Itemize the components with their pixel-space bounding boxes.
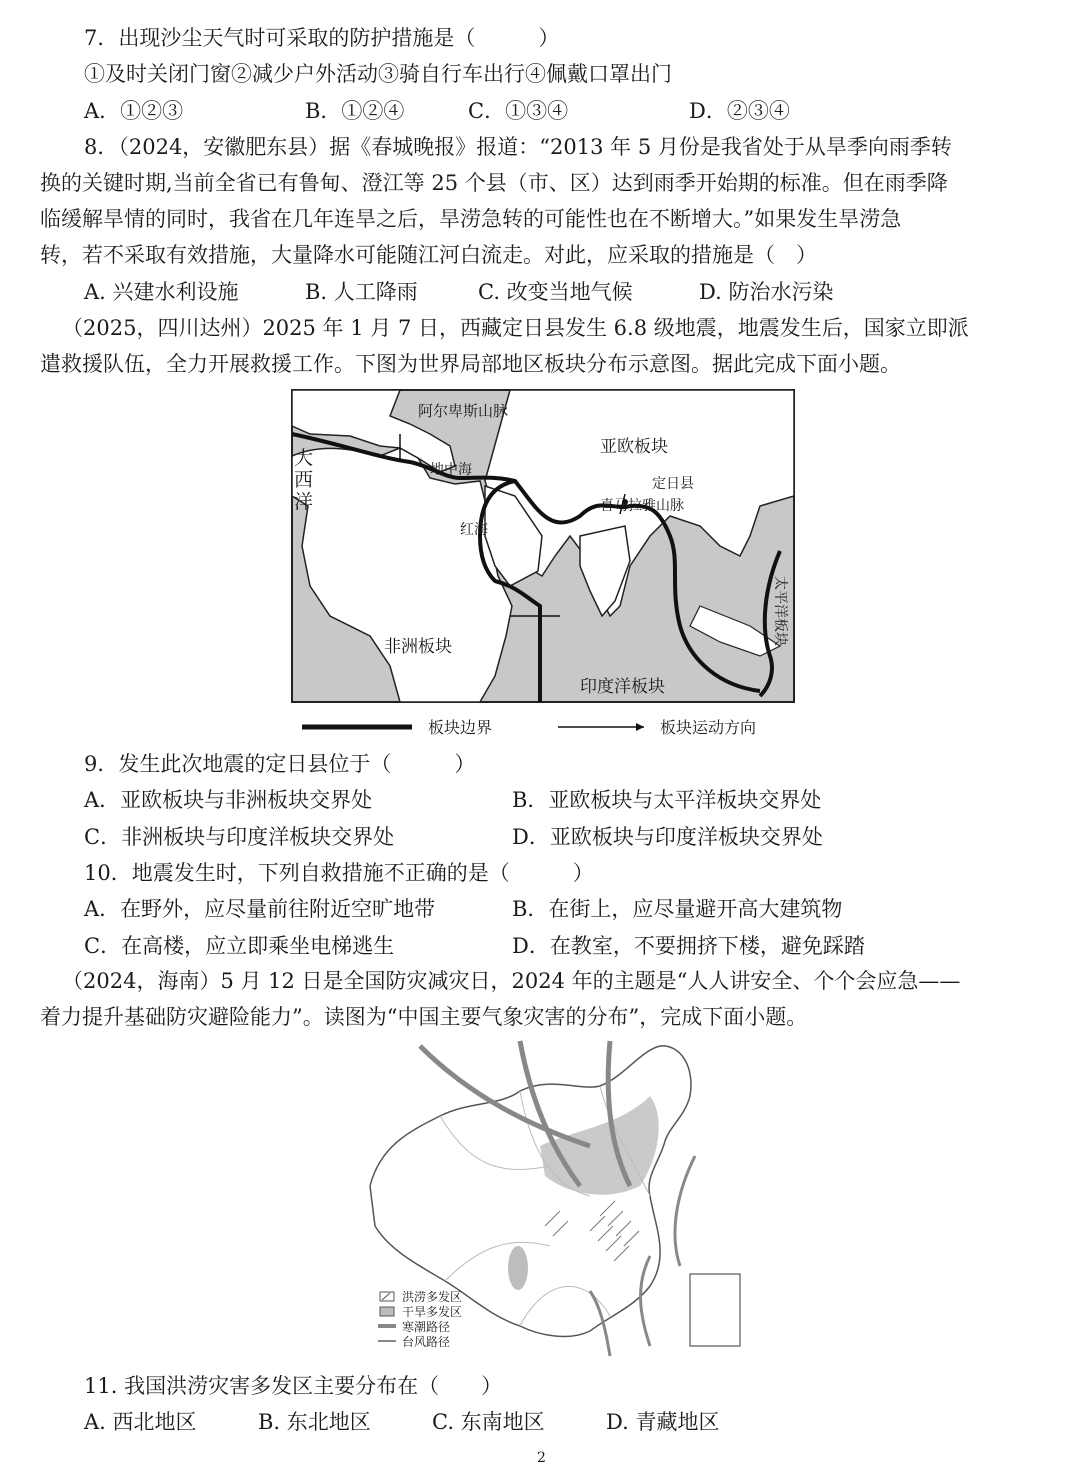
q11-option-a: A. 西北地区 xyxy=(84,1410,197,1434)
q7-option-d: D．②③④ xyxy=(689,99,790,123)
q11-stem: 11. 我国洪涝灾害多发区主要分布在（ ） xyxy=(84,1374,503,1398)
legend-flood-hatch xyxy=(382,1293,390,1300)
q8-option-a: A. 兴建水利设施 xyxy=(84,280,239,304)
q8-line-3: 临缓解旱情的同时，我省在几年连旱之后，旱涝急转的可能性也在不断增大。”如果发生旱涝急 xyxy=(40,207,902,231)
q8-option-d: D. 防治水污染 xyxy=(699,280,834,304)
q10-option-c: C．在高楼，应立即乘坐电梯逃生 xyxy=(84,934,395,958)
q8-line-4: 转，若不采取有效措施，大量降水可能随江河白流走。对此，应采取的措施是（ ） xyxy=(40,243,817,267)
q11-option-b: B. 东北地区 xyxy=(258,1410,371,1434)
label-indian-plate: 印度洋板块 xyxy=(580,677,665,697)
q7-option-a: A．①②③ xyxy=(84,99,184,123)
q8-line-1: 8．（2024，安徽肥东县）据《春城晚报》报道：“2013 年 5 月份是我省处于从旱季向雨季转 xyxy=(84,135,952,159)
label-red-sea: 红海 xyxy=(460,522,488,538)
intro-earthquake-line-1: （2025，四川达州）2025 年 1 月 7 日，西藏定日县发生 6.8 级地震，地震发生后，国家立即派 xyxy=(62,316,969,340)
q7-option-b: B．①②④ xyxy=(305,99,405,123)
q8-line-2: 换的关键时期,当前全省已有鲁甸、澄江等 25 个县（市、区）达到雨季开始期的标准。但在雨季降 xyxy=(40,171,948,195)
legend-cold-label: 寒潮路径 xyxy=(402,1320,451,1334)
legend-motion-label: 板块运动方向 xyxy=(660,718,757,737)
typhoon-path xyxy=(675,1156,695,1266)
q11-option-d: D. 青藏地区 xyxy=(606,1410,720,1434)
label-pacific-plate: 太平洋板块 xyxy=(772,576,788,646)
page-number: 2 xyxy=(537,1450,546,1466)
drought-zone-southwest xyxy=(508,1246,528,1290)
q7-stem: 7．出现沙尘天气时可采取的防护措施是（ ） xyxy=(84,26,560,50)
legend-drought-swatch xyxy=(380,1307,394,1316)
china-weather-disaster-map xyxy=(350,1036,750,1358)
q9-option-b: B．亚欧板块与太平洋板块交界处 xyxy=(512,788,822,812)
label-mediterranean: 地中海 xyxy=(430,462,472,478)
label-atlantic-3: 洋 xyxy=(294,491,314,513)
label-atlantic-1: 大 xyxy=(294,447,314,469)
label-dingri-county: 定日县 xyxy=(652,476,694,492)
q7-option-c: C．①③④ xyxy=(468,99,569,123)
q9-option-d: D．亚欧板块与印度洋板块交界处 xyxy=(512,825,823,849)
legend-typhoon-label: 台风路径 xyxy=(402,1335,451,1349)
south-china-sea-inset xyxy=(690,1274,740,1346)
q8-option-b: B. 人工降雨 xyxy=(305,280,418,304)
intro-earthquake-line-2: 遣救援队伍，全力开展救援工作。下图为世界局部地区板块分布示意图。据此完成下面小题。 xyxy=(40,352,901,376)
label-himalaya: 喜马拉雅山脉 xyxy=(600,498,684,514)
q9-option-a: A．亚欧板块与非洲板块交界处 xyxy=(84,788,373,812)
q10-option-d: D．在教室，不要拥挤下楼，避免踩踏 xyxy=(512,934,865,958)
legend-boundary-label: 板块边界 xyxy=(428,718,493,737)
label-african-plate: 非洲板块 xyxy=(384,637,452,657)
q10-option-b: B．在街上，应尽量避开高大建筑物 xyxy=(512,897,843,921)
label-alps: 阿尔卑斯山脉 xyxy=(418,402,509,420)
q10-option-a: A．在野外，应尽量前往附近空旷地带 xyxy=(84,897,436,921)
intro-disaster-line-1: （2024，海南）5 月 12 日是全国防灾减灾日，2024 年的主题是“人人讲安全、个个会应急—— xyxy=(62,969,961,993)
legend-flood-label: 洪涝多发区 xyxy=(402,1290,463,1304)
q8-option-c: C. 改变当地气候 xyxy=(478,280,633,304)
legend-motion-arrowhead xyxy=(636,723,644,731)
q9-option-c: C．非洲板块与印度洋板块交界处 xyxy=(84,825,395,849)
q9-stem: 9．发生此次地震的定日县位于（ ） xyxy=(84,752,476,776)
intro-disaster-line-2: 着力提升基础防灾避险能力”。读图为“中国主要气象灾害的分布”，完成下面小题。 xyxy=(40,1005,808,1029)
q11-option-c: C. 东南地区 xyxy=(432,1410,545,1434)
label-eurasian-plate: 亚欧板块 xyxy=(600,437,668,457)
plate-distribution-map xyxy=(280,386,810,742)
q10-stem: 10．地震发生时，下列自救措施不正确的是（ ） xyxy=(84,861,594,885)
legend-drought-label: 干旱多发区 xyxy=(402,1305,463,1319)
q7-items: ①及时关闭门窗②减少户外活动③骑自行车出行④佩戴口罩出门 xyxy=(84,62,672,86)
label-atlantic-2: 西 xyxy=(294,469,314,491)
